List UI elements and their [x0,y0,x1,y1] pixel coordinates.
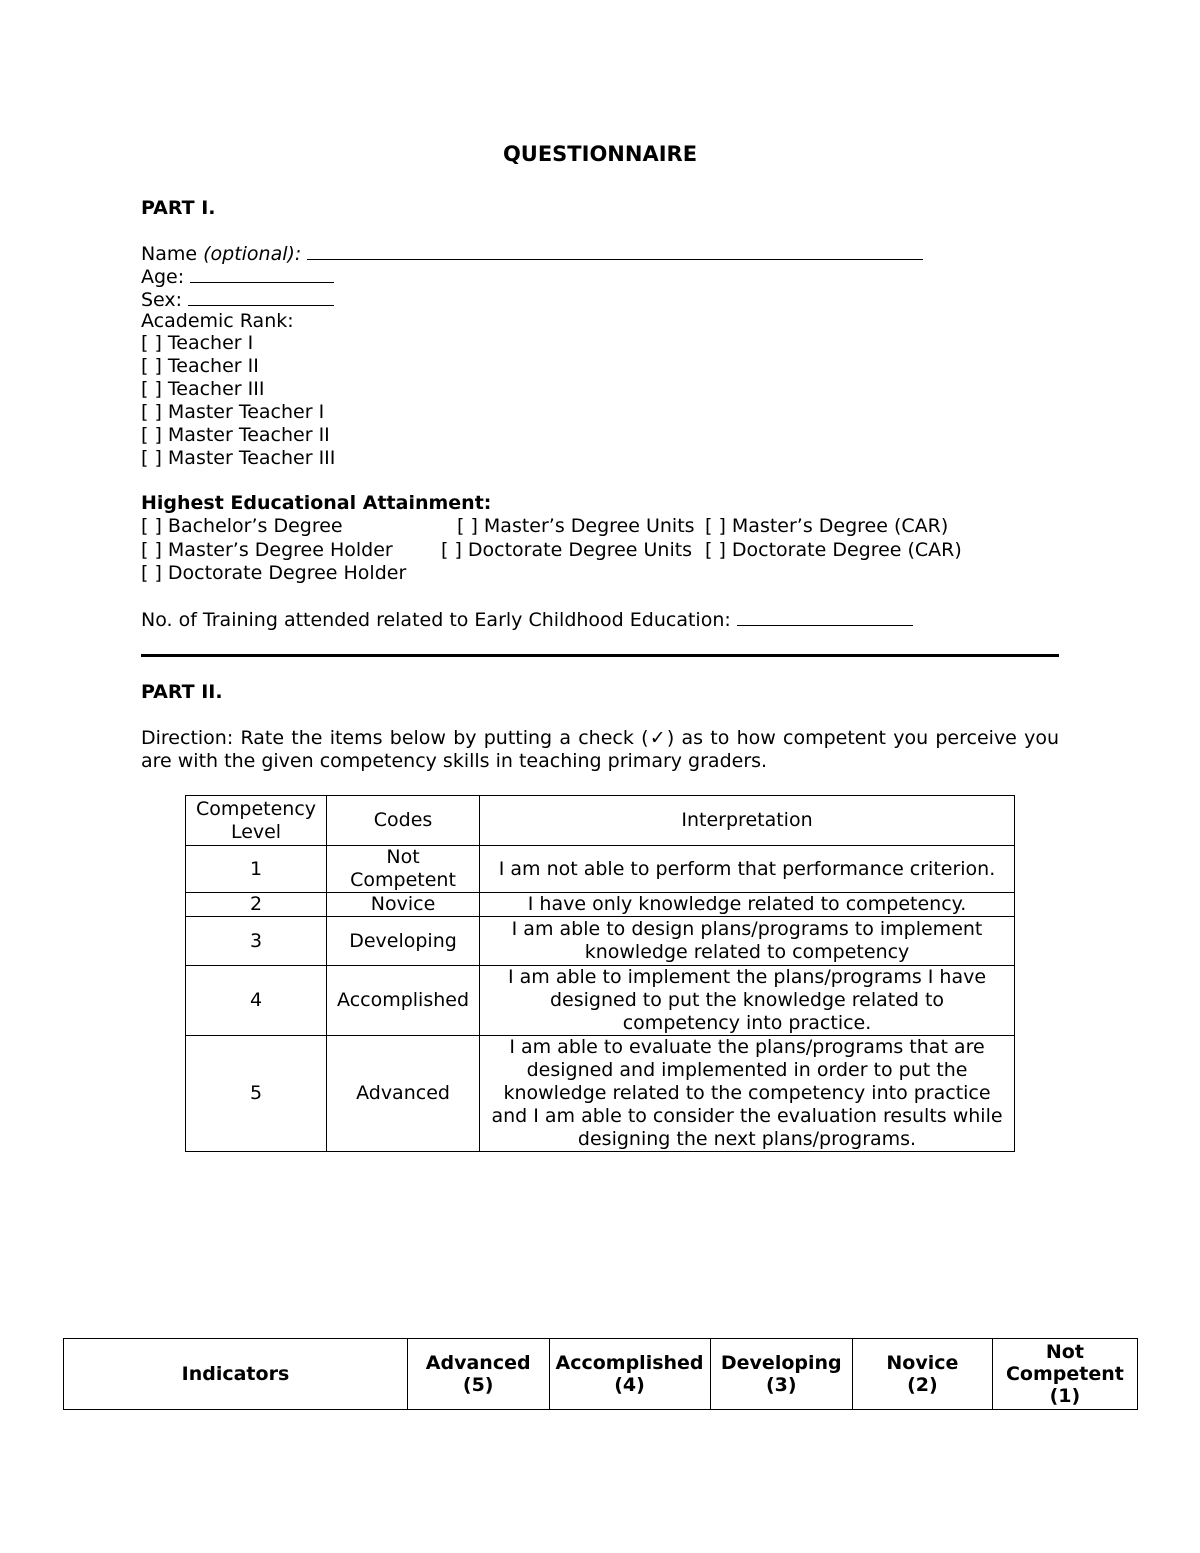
education-heading: Highest Educational Attainment: [141,492,492,514]
education-option-doctorate-holder[interactable]: [ ] Doctorate Degree Holder [141,562,407,584]
interpretation-cell: I am not able to perform that performance criterion. [480,846,1015,893]
part1-heading: PART I. [141,197,216,219]
header-indicators [64,1339,408,1410]
sex-field[interactable] [188,287,334,306]
competency-table [185,795,1015,1152]
education-option-doctorate-units[interactable]: [ ] Doctorate Degree Units [441,539,693,561]
header-interpretation: Interpretation [480,796,1015,846]
table-row [186,893,1015,917]
interpretation-cell: I am able to design plans/programs to implement knowledge related to competency [480,917,1015,966]
education-option-masters-holder[interactable]: [ ] Master’s Degree Holder [141,539,393,561]
header-label: Advanced [425,1352,531,1374]
competency-table-header [186,796,1015,846]
interpretation-cell: I am able to evaluate the plans/programs that are designed and implemented in order to put the knowledge related to the competency into practice and I am able to consider the evaluation results while designing the next plans/programs. [480,1036,1015,1152]
level-cell: 5 [186,1036,327,1152]
rank-option-master-teacher-1[interactable]: [ ] Master Teacher I [141,401,325,423]
part2-direction: Direction: Rate the items below by putting a check (✓) as to how competent you perceive you are with the given competency skills in teaching primary graders. [141,727,1059,772]
rank-option-master-teacher-2[interactable]: [ ] Master Teacher II [141,424,330,446]
code-cell: Advanced [327,1036,480,1152]
training-row [141,607,913,632]
header-label: Not Competent [1005,1341,1124,1385]
header-not-competent [992,1339,1137,1410]
age-row [141,264,334,289]
header-score: (5) [462,1374,494,1396]
interpretation-cell: I have only knowledge related to competency. [480,893,1015,917]
page-title: QUESTIONNAIRE [502,142,698,166]
header-score: (3) [765,1374,797,1396]
level-cell: 4 [186,966,327,1036]
header-score: (2) [907,1374,938,1396]
level-cell: 3 [186,917,327,966]
header-accomplished [549,1339,710,1410]
code-cell: Not Competent [327,846,480,893]
indicators-table [63,1338,1138,1410]
header-label: Developing [720,1352,842,1374]
education-option-bachelors[interactable]: [ ] Bachelor’s Degree [141,515,343,537]
training-label: No. of Training attended related to Early Childhood Education: [141,609,731,631]
header-developing [710,1339,852,1410]
level-cell: 1 [186,846,327,893]
header-label: Indicators [181,1363,290,1385]
rank-option-teacher-2[interactable]: [ ] Teacher II [141,355,259,377]
table-row [186,917,1015,966]
sex-row [141,287,334,312]
table-row [186,846,1015,893]
education-option-masters-units[interactable]: [ ] Master’s Degree Units [457,515,695,537]
name-row [141,241,923,266]
interpretation-cell: I am able to implement the plans/programs I have designed to put the knowledge related to competency into practice. [480,966,1015,1036]
part2-heading: PART II. [141,681,223,703]
header-label: Accomplished [555,1352,704,1374]
education-option-doctorate-car[interactable]: [ ] Doctorate Degree (CAR) [705,539,962,561]
training-count-field[interactable] [737,607,913,626]
code-cell: Novice [327,893,480,917]
header-score: (4) [614,1374,645,1396]
header-codes: Codes [327,796,480,846]
header-advanced [407,1339,549,1410]
sex-label: Sex: [141,289,183,311]
section-divider [141,654,1059,657]
header-competency-level: Competency Level [186,796,327,846]
header-label: Novice [886,1352,959,1374]
name-optional-note: (optional): [203,243,302,265]
code-cell: Accomplished [327,966,480,1036]
level-cell: 2 [186,893,327,917]
academic-rank-label: Academic Rank: [141,310,294,332]
age-label: Age: [141,266,185,288]
table-row [186,966,1015,1036]
education-option-masters-car[interactable]: [ ] Master’s Degree (CAR) [705,515,949,537]
name-label: Name [141,243,198,265]
table-row [186,1036,1015,1152]
age-field[interactable] [190,264,334,283]
rank-option-teacher-1[interactable]: [ ] Teacher I [141,332,254,354]
header-novice [853,1339,993,1410]
code-cell: Developing [327,917,480,966]
name-field[interactable] [307,241,923,260]
header-score: (1) [1049,1385,1081,1407]
rank-option-teacher-3[interactable]: [ ] Teacher III [141,378,265,400]
rank-option-master-teacher-3[interactable]: [ ] Master Teacher III [141,447,336,469]
indicators-table-header [64,1339,1138,1410]
